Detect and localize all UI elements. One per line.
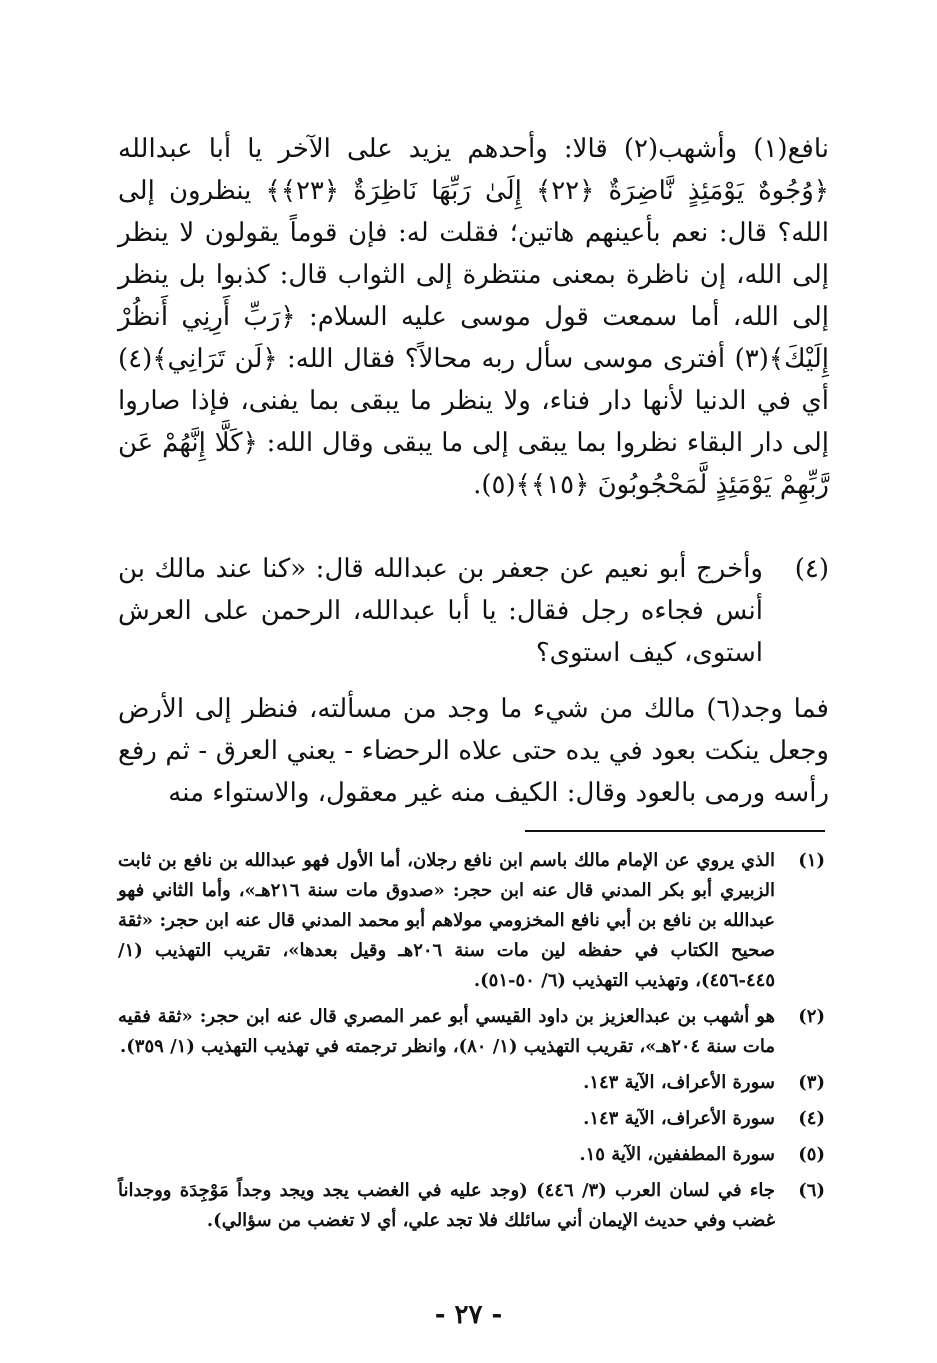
footnote xyxy=(118,1176,825,1236)
footnote-text: جاء في لسان العرب (٣/ ٤٤٦) (وجد عليه في الغضب يجد ويجد وجداً مَوْجِدَة ووجداناً غضب وفي حديث الإيمان أني سائلك فلا تجد علي، أي لا تغضب من سؤالي). xyxy=(118,1180,776,1231)
footnote-text: سورة المطففين، الآية ١٥. xyxy=(579,1144,775,1165)
footnote-divider xyxy=(525,830,825,832)
footnote-number: (٦) xyxy=(798,1180,825,1201)
footnote xyxy=(118,1140,825,1170)
footnote-text: سورة الأعراف، الآية ١٤٣. xyxy=(583,1072,775,1093)
list-item-4 xyxy=(118,548,829,674)
footnote xyxy=(118,1104,825,1134)
continuation-paragraph: فما وجد(٦) مالك من شيء ما وجد من مسألته، فنظر إلى الأرض وجعل ينكت بعود في يده حتى علاه الرحضاء - يعني العرق - ثم رفع رأسه ورمى بالعود وقال: الكيف منه غير معقول، والاستواء منه xyxy=(118,694,829,808)
footnote xyxy=(118,846,825,996)
item-text: وأخرج أبو نعيم عن جعفر بن عبدالله قال: «كنا عند مالك بن أنس فجاءه رجل فقال: يا أبا عبدالله، الرحمن على العرش استوى، كيف استوى؟ xyxy=(118,554,763,668)
footnote-text: سورة الأعراف، الآية ١٤٣. xyxy=(583,1108,775,1129)
footnote-number: (٥) xyxy=(798,1144,825,1165)
footnote-number: (١) xyxy=(798,850,825,871)
footnote-text: هو أشهب بن عبدالعزيز بن داود القيسي أبو عمر المصري قال عنه ابن حجر: «ثقة فقيه مات سنة ٢٠٤هـ»، تقريب التهذيب (١/ ٨٠)، وانظر ترجمته في تهذيب التهذيب (١/ ٣٥٩). xyxy=(118,1006,775,1057)
page-number: - ٢٧ - xyxy=(434,1300,503,1330)
footnote-number: (٤) xyxy=(798,1108,825,1129)
footnote-number: (٢) xyxy=(798,1006,825,1027)
item-number: (٤) xyxy=(794,554,829,584)
footnote xyxy=(118,1068,825,1098)
footnote-number: (٣) xyxy=(798,1072,825,1093)
footnote xyxy=(118,1002,825,1062)
footnote-text: الذي يروي عن الإمام مالك باسم ابن نافع رجلان، أما الأول فهو عبدالله بن نافع بن ثابت الزبيري أبو بكر المدني قال عنه ابن حجر: «صدوق مات سنة ٢١٦هـ»، وأما الثاني فهو عبدالله بن نافع بن أبي نافع المخزومي مولاهم أبو محمد المدني قال عنه ابن حجر: «ثقة صحيح الكتاب في حفظه لين مات سنة ٢٠٦هـ وقيل بعدها»، تقريب التهذيب (١/ ٤٤٥-٤٥٦)، وتهذيب التهذيب (٦/ ٥٠-٥١). xyxy=(118,850,776,991)
footnotes xyxy=(118,846,825,1242)
main-paragraph: نافع(١) وأشهب(٢) قالا: وأحدهم يزيد على الآخر يا أبا عبدالله ﴿وُجُوهٌ يَوْمَئِذٍ نَّاضِرَةٌ ﴿٢٢﴾ إِلَىٰ رَبِّهَا نَاظِرَةٌ ﴿٢٣﴾﴾ ينظرون إلى الله؟ قال: نعم بأعينهم هاتين؛ فقلت له: فإن قوماً يقولون لا ينظر إلى الله، إن ناظرة بمعنى منتظرة إلى الثواب قال: كذبوا بل ينظر إلى الله، أما سمعت قول موسى عليه السلام: ﴿رَبِّ أَرِنِي أَنظُرْ إِلَيْكَ﴾(٣) أفترى موسى سأل ربه محالاً؟ فقال الله: ﴿لَن تَرَانِي﴾(٤) أي في الدنيا لأنها دار فناء، ولا ينظر ما يبقى بما يفنى، فإذا صاروا إلى دار البقاء نظروا بما يبقى إلى ما يبقى وقال الله: ﴿كَلَّا إِنَّهُمْ عَن رَّبِّهِمْ يَوْمَئِذٍ لَّمَحْجُوبُونَ ﴿١٥﴾﴾(٥). xyxy=(118,134,829,500)
